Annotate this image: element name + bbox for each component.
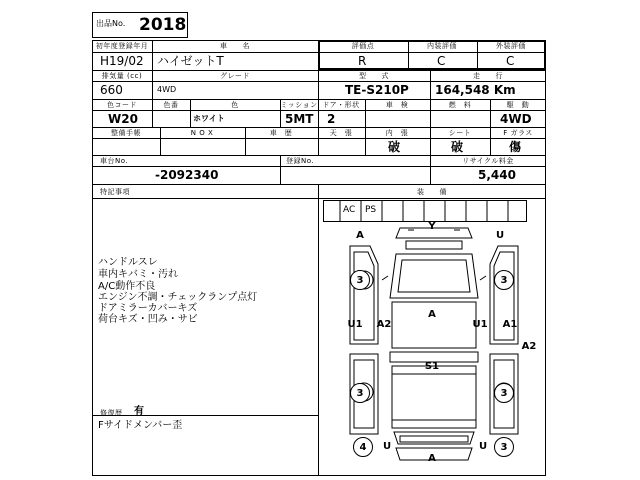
label-displacement: 排気量 (cc) [101,72,143,80]
value-chassis: -2092340 [155,168,219,182]
note-line: ドアミラーカバーキズ [98,303,198,314]
value-interior-rating: C [437,54,446,68]
mark-u-rear-right: U [478,441,488,452]
mark-y-front: Y [428,221,436,232]
label-vehicle-inspection: 車 検 [385,101,409,109]
note-line: 車内キバミ・汚れ [98,269,178,280]
value-interior-lining: 破 [388,140,401,154]
repair-note: Fサイドメンバー歪 [98,420,183,431]
value-drive: 4WD [500,112,532,126]
damage-circle-front-left: 3 [350,270,370,290]
mark-a-cabin: A [428,309,436,320]
label-f-glass: F ガラス [503,129,533,137]
value-car-name: ハイゼットT [157,54,224,68]
lot-number: 2018 [139,15,187,35]
label-model: 型 式 [359,72,389,80]
label-doors: ドア・形状 [322,101,360,109]
label-interior-rating: 内装評価 [427,42,457,50]
value-displacement: 660 [100,83,123,97]
mark-s1-bed: S1 [424,361,440,372]
label-history: 車 歴 [269,129,293,137]
equipment-grid [323,200,527,222]
damage-circle-rear-right: 3 [494,383,514,403]
damage-circle-bottom-right: 3 [494,437,514,457]
label-seat: シート [448,129,472,137]
label-color-num: 色番 [163,101,179,109]
label-transmission: ミッション [280,101,318,109]
label-car-name: 車 名 [220,42,250,50]
label-sunroof: 天 張 [329,129,353,137]
mark-u-rear-left: U [382,441,392,452]
value-f-glass: 傷 [509,140,522,154]
note-line: 荷台キズ・凹み・サビ [98,314,198,325]
value-transmission: 5MT [285,112,314,126]
value-exterior-rating: C [506,54,515,68]
label-first-reg: 初年度登録年月 [95,42,149,50]
label-interior-lining: 内 張 [385,129,409,137]
value-seat: 破 [451,140,464,154]
vehicle-diagram [330,224,538,470]
value-color: ホワイト [193,114,225,123]
value-color-code: W20 [108,112,138,126]
label-chassis: 車台No. [100,157,129,165]
mark-a2-left: A2 [376,319,392,330]
label-recycle-fee: リサイクル料金 [462,157,514,165]
mark-a1-right: A1 [502,319,518,330]
value-score: R [358,54,367,68]
value-grade: 4WD [157,85,177,94]
repair-history-label: 修復歴 [100,409,123,417]
equipment-ac: AC [343,205,356,215]
mark-a-front-left: A [356,230,364,241]
notes-title: 特記事項 [100,188,130,196]
repair-history-value: 有 [134,406,144,417]
value-doors: 2 [327,112,336,126]
note-line: ハンドルスレ [98,257,158,268]
mark-u1-right: U1 [472,319,488,330]
label-exterior-rating: 外装評価 [496,42,526,50]
damage-circle-rear-left: 3 [350,383,370,403]
equipment-ps: PS [365,205,377,215]
label-color-code: 色コード [107,101,137,109]
note-line: エンジン不調・チェックランプ点灯 [98,292,258,303]
mark-u1-left: U1 [347,319,363,330]
value-mileage: 164,548 Km [435,83,516,97]
note-line: A/C動作不良 [98,281,156,292]
value-recycle-fee: 5,440 [478,168,516,182]
damage-circle-front-right: 3 [494,270,514,290]
value-model: TE-S210P [345,83,409,97]
label-fuel: 燃 料 [448,101,472,109]
label-nox: N O X [190,129,214,137]
damage-circle-bottom-left: 4 [353,437,373,457]
equipment-title: 装 備 [417,188,447,196]
label-registration: 登録No. [286,157,315,165]
label-score: 評価点 [351,42,375,50]
mark-u-front-right: U [495,230,505,241]
label-color: 色 [231,101,239,109]
mark-a-rear: A [428,453,436,464]
mark-a2-right: A2 [521,341,537,352]
lot-label: 出品No. [96,19,126,28]
label-grade: グレード [220,72,250,80]
label-maintenance-book: 整備手帳 [111,129,141,137]
label-drive: 駆 動 [506,101,530,109]
lot-box [92,12,188,38]
value-first-reg: H19/02 [100,54,144,68]
label-mileage: 走 行 [473,72,503,80]
